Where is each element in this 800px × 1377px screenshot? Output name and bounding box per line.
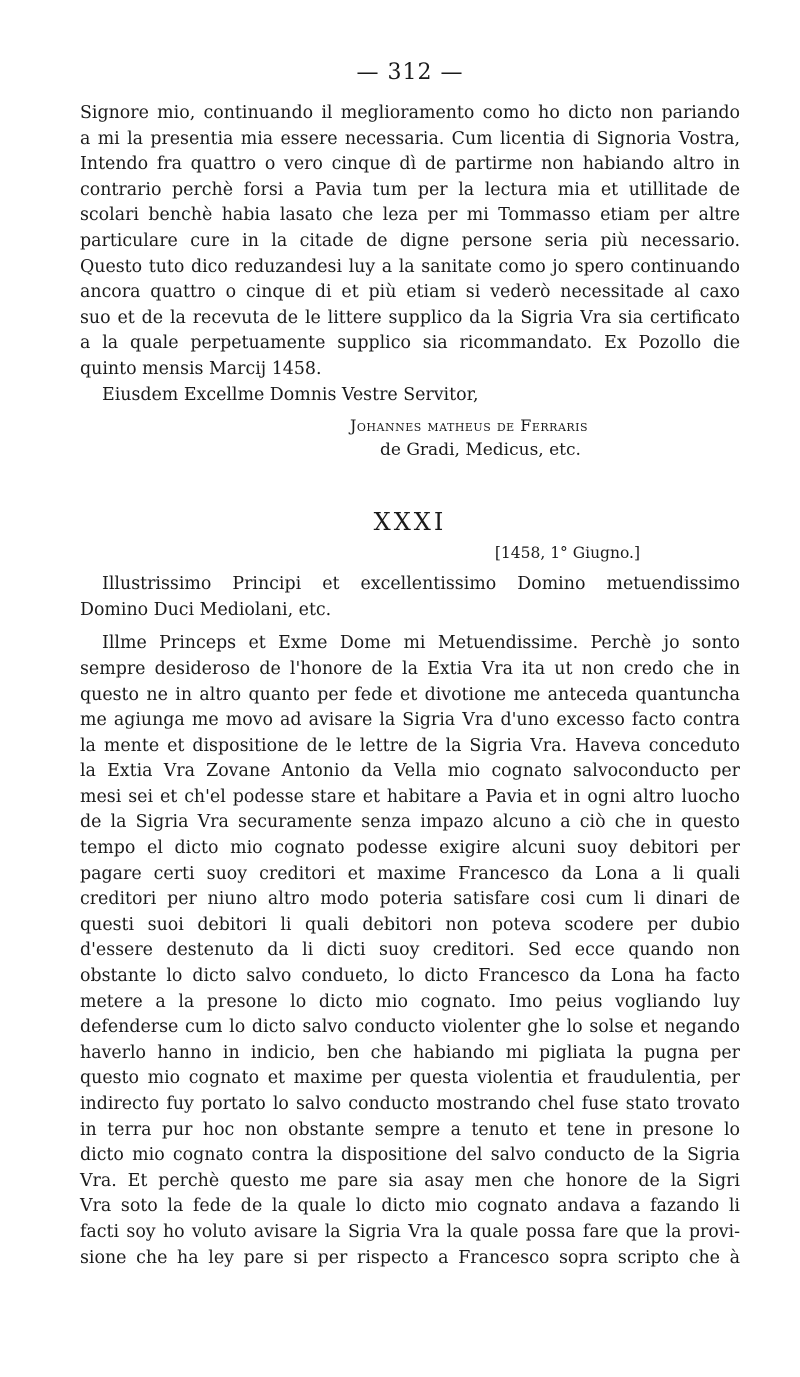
letter-2-salutation: [80, 572, 740, 623]
text-line: sempre desideroso de l'honore de la Extia Vra ita ut non credo che in: [80, 658, 740, 679]
text-line: questi suoi debitori li quali debitori non poteva scodere per dubio: [80, 914, 740, 935]
page-number: — 312 —: [356, 60, 464, 85]
text-line: indirecto fuy portato lo salvo conducto mostrando chel fuse stato trovato: [80, 1094, 740, 1114]
text-line: Vra soto la fede de la quale lo dicto mio cognato andava a fazando li: [80, 1196, 740, 1217]
text-line: la mente et dispositione de le lettre de la Sigria Vra. Haveva conceduto: [80, 735, 740, 756]
text-line: a mi la presentia mia essere necessaria. Cum licentia di Signoria Vostra,: [80, 128, 740, 149]
text-line: defenderse cum lo dicto salvo conducto violenter ghe lo solse et negando: [80, 1017, 740, 1038]
text-line: Illme Princeps et Exme Dome mi Metuendissime. Perchè jo sonto: [102, 633, 740, 654]
letter-2-body: [80, 631, 740, 1271]
text-line: sione che ha ley pare si per rispecto a Francesco sopra scripto che à: [80, 1247, 740, 1268]
text-line: me agiunga me movo ad avisare la Sigria Vra d'uno excesso facto contra: [80, 710, 740, 731]
text-line: a la quale perpetuamente supplico sia ricommandato. Ex Pozollo die: [80, 333, 740, 354]
text-line: metere a la presone lo dicto mio cognato. Imo peius vogliando luy: [80, 991, 740, 1012]
text-line: quinto mensis Marcij 1458.: [80, 358, 322, 379]
text-line: Intendo fra quattro o vero cinque dì de partirme non habiando altro in: [80, 154, 740, 175]
text-line: questo mio cognato et maxime per questa violentia et fraudulentia, per: [80, 1068, 740, 1089]
signature-name: Johannes matheus de Ferraris: [350, 416, 589, 436]
text-line: in terra pur hoc non obstante sempre a tenuto et tene in presone lo: [80, 1119, 740, 1140]
text-line: particulare cure in la citade de digne persone seria più necessario.: [80, 230, 740, 251]
text-line: Illustrissimo Principi et excellentissimo Domino metuendissimo: [102, 574, 740, 595]
letter-1-body: [80, 101, 740, 408]
text-line: creditori per niuno altro modo poteria satisfare cosi cum li dinari de: [80, 889, 740, 910]
document-page: [80, 60, 740, 1271]
section-number: XXXI: [373, 508, 447, 537]
text-line: d'essere destenuto da li dicti suoy creditori. Sed ecce quando non: [80, 940, 740, 961]
text-line: suo et de la recevuta de le littere supplico da la Sigria Vra sia certificato: [80, 307, 740, 328]
text-line: facti soy ho voluto avisare la Sigria Vra la quale possa fare que la provi-: [80, 1221, 740, 1242]
text-line: Vra. Et perchè questo me pare sia asay men che honore de la Sigri: [80, 1170, 740, 1191]
text-line: Domino Duci Mediolani, etc.: [80, 599, 332, 620]
text-line: Questo tuto dico reduzandesi luy a la sanitate como jo spero continuando: [80, 256, 740, 277]
letter-1-signature: [80, 414, 740, 462]
text-line: dicto mio cognato contra la dispositione del salvo conducto de la Sigria: [80, 1145, 740, 1166]
text-line: Signore mio, continuando il meglioramento como ho dicto non pariando: [80, 103, 740, 123]
section-date: [1458, 1° Giugno.]: [494, 544, 640, 563]
text-line: scolari benchè habia lasato che leza per mi Tommasso etiam per altre: [80, 205, 740, 226]
text-line: de la Sigria Vra securamente senza impazo alcuno a ciò che in questo: [80, 812, 740, 833]
text-line: la Extia Vra Zovane Antonio da Vella mio cognato salvoconducto per: [80, 761, 740, 782]
letter-1-closing: Eiusdem Excellme Domnis Vestre Servitor,: [102, 384, 479, 405]
text-line: tempo el dicto mio cognato podesse exigire alcuni suoy debitori per: [80, 838, 740, 859]
text-line: mesi sei et ch'el podesse stare et habitare a Pavia et in ogni altro luocho: [80, 786, 740, 807]
text-line: contrario perchè forsi a Pavia tum per la lectura mia et utillitade de: [80, 179, 740, 200]
signature-title: de Gradi, Medicus, etc.: [380, 440, 581, 461]
text-line: questo ne in altro quanto per fede et divotione me anteceda quantuncha: [80, 684, 740, 705]
text-line: pagare certi suoy creditori et maxime Francesco da Lona a li quali: [80, 863, 740, 884]
text-line: obstante lo dicto salvo condueto, lo dicto Francesco da Lona ha facto: [80, 966, 740, 987]
text-line: haverlo hanno in indicio, ben che habiando mi pigliata la pugna per: [80, 1042, 740, 1063]
text-line: ancora quattro o cinque di et più etiam si vederò necessitade al caxo: [80, 282, 740, 303]
